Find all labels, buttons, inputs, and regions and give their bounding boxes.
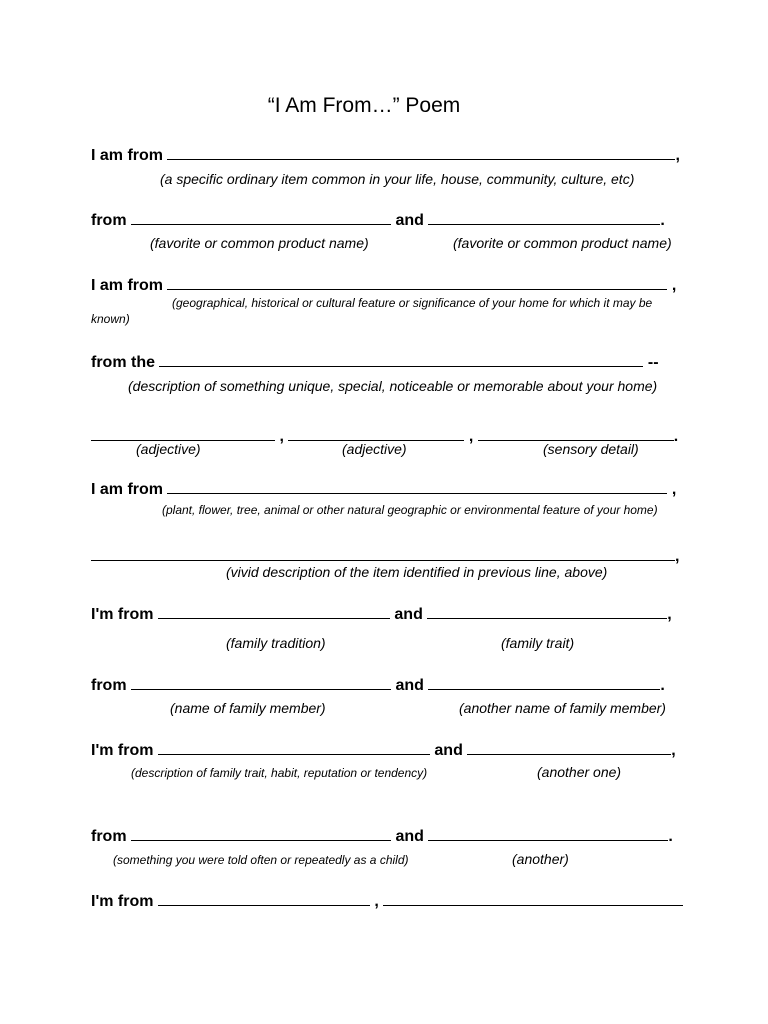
line-punct: , [279, 428, 284, 445]
line-connector: and [434, 742, 463, 759]
line-punct: -- [647, 354, 659, 371]
blank-field[interactable] [159, 352, 643, 367]
hint-line-5c: (sensory detail) [543, 441, 639, 457]
hint-line-1: (a specific ordinary item common in your life, house, community, culture, etc) [160, 171, 635, 187]
blank-field[interactable] [167, 145, 675, 160]
line-connector: and [395, 212, 424, 229]
blank-field[interactable] [167, 275, 667, 290]
blank-field[interactable] [478, 426, 674, 441]
line-prefix: from the [91, 354, 155, 371]
line-prefix: I am from [91, 481, 164, 498]
hint-line-4: (description of something unique, special, noticeable or memorable about your home) [128, 378, 658, 394]
hint-line-10b: (another one) [537, 764, 622, 780]
hint-line-3: (geographical, historical or cultural feature or significance of your home for which it may be [172, 296, 653, 310]
hint-line-3-cont: known) [91, 312, 130, 326]
blank-field[interactable] [167, 479, 667, 494]
blank-field[interactable] [158, 740, 430, 755]
hint-line-8a: (family tradition) [226, 635, 326, 651]
hint-line-9b: (another name of family member) [459, 700, 666, 716]
hint-line-5b: (adjective) [342, 441, 407, 457]
line-prefix: I'm from [91, 893, 154, 910]
hint-line-2a: (favorite or common product name) [150, 235, 369, 251]
hint-line-5a: (adjective) [136, 441, 201, 457]
line-prefix: from [91, 828, 127, 845]
blank-field[interactable] [383, 891, 683, 906]
line-6 [91, 479, 676, 500]
line-1 [91, 145, 680, 166]
blank-field[interactable] [288, 426, 464, 441]
line-connector: and [395, 828, 424, 845]
line-10 [91, 740, 676, 761]
line-prefix: I am from [91, 277, 164, 294]
line-prefix: I'm from [91, 606, 154, 623]
line-4 [91, 352, 659, 373]
line-11 [91, 826, 673, 847]
hint-line-9a: (name of family member) [170, 700, 326, 716]
line-prefix: I am from [91, 147, 164, 164]
line-punct: , [667, 606, 672, 623]
line-punct: . [673, 428, 679, 445]
blank-field[interactable] [91, 426, 275, 441]
line-3 [91, 275, 676, 296]
line-punct: , [468, 428, 474, 445]
line-connector: and [395, 677, 424, 694]
line-prefix: I'm from [91, 742, 154, 759]
line-12 [91, 891, 683, 912]
line-punct: . [668, 828, 673, 845]
line-prefix: from [91, 212, 127, 229]
page-title: “I Am From…” Poem [267, 94, 461, 117]
line-punct: , [675, 548, 680, 565]
hint-line-7: (vivid description of the item identified in previous line, above) [226, 564, 608, 580]
blank-field[interactable] [131, 675, 391, 690]
line-8 [91, 604, 672, 625]
hint-line-10a: (description of family trait, habit, reputation or tendency) [131, 766, 428, 780]
blank-field[interactable] [158, 891, 370, 906]
line-2 [91, 210, 665, 231]
line-punct: . [660, 212, 665, 229]
blank-field[interactable] [131, 826, 391, 841]
hint-line-8b: (family trait) [501, 635, 575, 651]
blank-field[interactable] [428, 675, 660, 690]
blank-field[interactable] [428, 210, 660, 225]
hint-line-11b: (another) [512, 851, 569, 867]
line-punct: , [671, 481, 677, 498]
blank-field[interactable] [467, 740, 671, 755]
line-punct: , [675, 147, 680, 164]
hint-line-2b: (favorite or common product name) [453, 235, 672, 251]
blank-field[interactable] [427, 604, 667, 619]
hint-line-6: (plant, flower, tree, animal or other natural geographic or environmental feature of your home) [162, 503, 658, 517]
line-punct: , [671, 277, 677, 294]
blank-field[interactable] [91, 546, 675, 561]
line-prefix: from [91, 677, 127, 694]
hint-line-11a: (something you were told often or repeatedly as a child) [113, 853, 409, 867]
line-punct: , [671, 742, 676, 759]
blank-field[interactable] [158, 604, 390, 619]
line-9 [91, 675, 665, 696]
blank-field[interactable] [428, 826, 668, 841]
blank-field[interactable] [131, 210, 391, 225]
line-punct: , [374, 893, 379, 910]
line-connector: and [394, 606, 423, 623]
line-punct: . [660, 677, 665, 694]
